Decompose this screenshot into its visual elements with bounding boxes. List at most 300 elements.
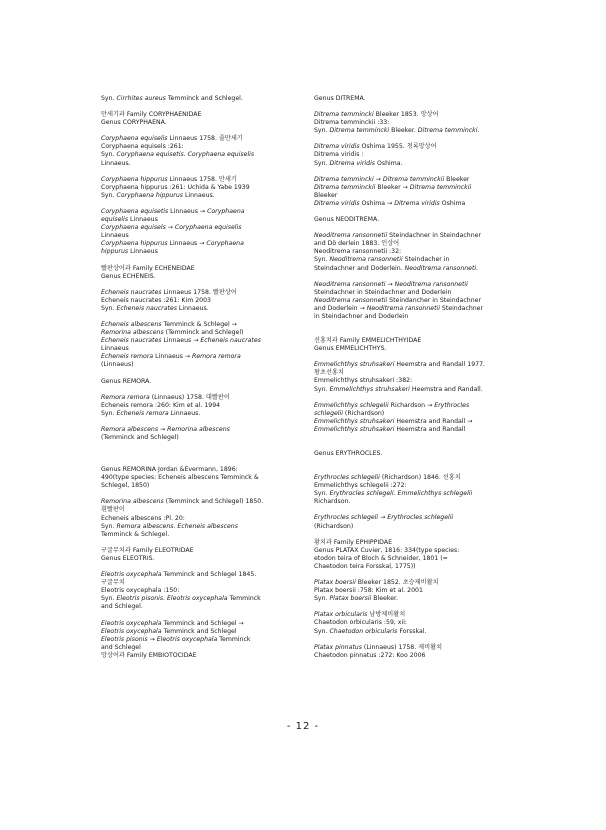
text-line xyxy=(314,184,514,192)
text-line xyxy=(101,595,291,603)
text-segment: Oshima. xyxy=(375,159,403,167)
species-name: Emmelichthys struhsakeri xyxy=(314,417,395,425)
species-name: Coryphaena xyxy=(207,207,245,215)
text-line xyxy=(101,111,291,119)
text-line xyxy=(314,281,514,289)
text-segment: → xyxy=(165,224,175,232)
entry-block xyxy=(314,95,514,103)
text-segment: Syn. xyxy=(101,522,117,530)
text-line xyxy=(314,289,514,297)
species-name: Ditrema viridis xyxy=(329,159,376,167)
text-line xyxy=(101,402,291,410)
species-name: Platax boersii xyxy=(329,595,372,603)
species-name: Ditrema temmincki xyxy=(314,175,374,183)
entry-block xyxy=(314,579,514,603)
text-line xyxy=(314,386,514,394)
text-line xyxy=(314,240,514,248)
text-line xyxy=(101,531,291,539)
text-segment: Genus PLATAX Cuvier, 1816: 334(type species: xyxy=(314,546,460,554)
text-line xyxy=(101,224,291,232)
text-line xyxy=(314,547,514,555)
text-segment: → xyxy=(373,175,383,183)
text-segment: Syn. xyxy=(314,490,330,498)
text-segment: Bleeker xyxy=(314,191,338,199)
text-line xyxy=(314,377,514,385)
entry-block xyxy=(314,281,514,321)
species-name: Platax pinnatus xyxy=(314,643,362,651)
text-line xyxy=(101,135,291,143)
text-line xyxy=(101,636,291,644)
text-line xyxy=(101,644,291,652)
species-name: Echeneis naucrates xyxy=(101,288,162,296)
text-segment: Bleeker 1853. 망상어 xyxy=(373,111,439,119)
text-segment: (Richardson) xyxy=(314,522,354,530)
text-line xyxy=(101,652,291,660)
species-name: Neoditrema ransonnetii xyxy=(329,256,403,264)
entry-block xyxy=(101,620,291,660)
text-segment: Syn. xyxy=(314,256,330,264)
species-name: Coryphaena hippurus xyxy=(101,175,168,183)
text-segment: Syn. xyxy=(101,95,117,102)
text-line xyxy=(314,514,514,522)
species-name: Emmelichthys struhsakeri xyxy=(329,385,410,393)
entry-block xyxy=(314,474,514,506)
text-line xyxy=(101,151,291,159)
entry-block xyxy=(314,111,514,135)
text-line xyxy=(101,353,291,361)
text-line xyxy=(314,369,514,377)
text-line xyxy=(314,345,514,353)
text-segment: 구굴무치과 Family ELEOTRIDAE xyxy=(101,546,194,554)
text-line xyxy=(314,595,514,603)
text-line xyxy=(101,289,291,297)
text-segment: Oshima 1955. 청록망상어 xyxy=(359,143,437,151)
species-name: Erythrocles xyxy=(434,401,470,409)
text-line xyxy=(314,305,514,313)
text-segment: Linnaeus → xyxy=(153,353,193,361)
entry-block xyxy=(101,289,291,313)
species-name: Chaetodon orbicularis xyxy=(329,627,398,635)
text-segment: and Dö derlein 1883. 인상어 xyxy=(314,240,400,248)
entry-block xyxy=(101,321,291,370)
species-name: Neoditrema ransonnetii xyxy=(394,280,468,288)
text-segment: → xyxy=(378,514,388,522)
text-segment: Genus ERYTHROCLES. xyxy=(314,450,383,457)
species-name: Remora albescens. Echeneis albescens xyxy=(116,522,238,530)
species-name: Erythrocles schlegeli xyxy=(314,514,379,522)
species-name: Coryphaena equiselis xyxy=(101,135,168,143)
text-line xyxy=(314,216,514,224)
text-segment: 흰빨판이 xyxy=(101,506,125,514)
entry-block xyxy=(314,644,514,660)
text-line xyxy=(314,644,514,652)
text-segment: Coryphaena hippurus :261: Uchida & Yabe 1939 xyxy=(101,183,250,191)
text-line xyxy=(101,119,291,127)
text-segment: Steindachner in Steindachner xyxy=(387,232,481,240)
species-name: Eleotris oxycephala xyxy=(156,635,218,643)
text-segment: in Steindachner and Doderlein xyxy=(314,312,409,320)
text-line xyxy=(101,466,291,474)
text-segment: Chaetodon teira Forsskal, 1775)) xyxy=(314,562,416,570)
species-name: Platax boersii xyxy=(314,579,356,587)
text-segment: (Linnaeus) xyxy=(101,361,134,369)
text-segment: etodon teira of Bloch & Schneider, 1801 (= xyxy=(314,554,448,562)
right-column xyxy=(314,95,514,660)
text-line xyxy=(101,345,291,353)
species-name: Emmelichthys struhsakeri xyxy=(314,425,395,433)
text-segment: Genus DITREMA. xyxy=(314,95,366,102)
text-line xyxy=(101,297,291,305)
entry-block xyxy=(101,208,291,257)
species-name: Platax orbicularis xyxy=(314,611,368,619)
text-segment: (Temminck and Schlegel) 1850. xyxy=(163,498,264,506)
species-name: Cirrhites aureus xyxy=(116,95,166,102)
text-segment: Neoditrema ransonnetii :32: xyxy=(314,248,402,256)
species-name: Ditrema temminckii xyxy=(382,175,445,183)
page-number: - 12 - xyxy=(286,721,320,732)
text-line xyxy=(101,547,291,555)
text-line xyxy=(101,248,291,256)
text-segment: Schlegel, 1850) xyxy=(101,482,150,490)
entry-block xyxy=(314,361,514,393)
text-segment: and Schlegel xyxy=(101,643,141,651)
text-line xyxy=(314,418,514,426)
species-name: Remorina albescens xyxy=(101,498,164,506)
text-segment: and Doderlein → xyxy=(314,304,367,312)
text-segment: Linnaeus 1758. 줄만새기 xyxy=(167,135,243,143)
text-segment: Echeneis remora :260: Kim et al. 1994 xyxy=(101,401,221,409)
entry-block xyxy=(101,176,291,200)
text-segment: 구굴무치 xyxy=(101,579,125,587)
entry-block xyxy=(314,176,514,208)
species-name: Eleotris oxycephala xyxy=(101,627,162,635)
text-line xyxy=(314,200,514,208)
text-segment: Bleeker → xyxy=(375,183,410,191)
text-line xyxy=(314,111,514,119)
species-name: Remora albescens xyxy=(101,425,159,433)
text-line xyxy=(314,498,514,506)
entry-block xyxy=(101,265,291,281)
text-segment: Temminck & Schlegel → xyxy=(161,320,237,328)
text-segment: Chaetodon pinnatus :272: Koo 2006 xyxy=(314,651,426,659)
text-segment: Bleeker. xyxy=(389,127,418,135)
text-segment: → xyxy=(158,425,168,433)
text-segment: Syn. xyxy=(314,595,330,603)
species-name: Eleotris pisonis xyxy=(101,635,148,643)
text-line xyxy=(314,652,514,660)
text-line xyxy=(101,498,291,506)
text-line xyxy=(101,506,291,514)
text-line xyxy=(314,297,514,305)
text-line xyxy=(314,539,514,547)
entry-block xyxy=(101,466,291,490)
text-segment: Oshima xyxy=(439,199,466,207)
text-segment: and Schlegel. xyxy=(101,603,143,611)
entry-block xyxy=(101,135,291,167)
text-segment: Linnaeus xyxy=(128,216,158,224)
text-segment: Temminck xyxy=(217,635,251,643)
species-name: Ditrema temmincki. xyxy=(417,127,480,135)
text-segment: Steindacher in xyxy=(402,256,450,264)
text-line xyxy=(101,434,291,442)
species-name: Ditrema temminckii xyxy=(409,183,472,191)
species-name: Echeneis naucrates xyxy=(200,337,261,345)
text-segment: Heemstra and Randall → xyxy=(394,417,473,425)
entry-block xyxy=(101,426,291,442)
species-name: Ditrema viridis xyxy=(314,199,360,207)
entry-block xyxy=(101,498,291,538)
species-name: Coryphaena equisetis xyxy=(101,207,169,215)
text-line xyxy=(101,184,291,192)
text-line xyxy=(314,160,514,168)
text-segment: Syn. xyxy=(314,627,330,635)
species-name: Erythrocles schlegelii xyxy=(387,514,454,522)
text-segment: Emmelichthys schlegelii :272: xyxy=(314,482,407,490)
text-line xyxy=(314,232,514,240)
species-name: Eleotris oxycephala xyxy=(101,571,162,579)
entry-block xyxy=(314,450,514,458)
text-segment: 만새기과 Family CORYPHAENIDAE xyxy=(101,111,202,119)
text-line xyxy=(314,628,514,636)
text-segment: Echeneis albescens :Pl. 20: xyxy=(101,514,185,522)
text-segment: Genus CORYPHAENA. xyxy=(101,119,167,127)
text-segment: Syn. xyxy=(101,304,117,312)
entry-block xyxy=(314,337,514,353)
species-name: Remora remora xyxy=(101,393,150,401)
entry-block xyxy=(101,378,291,386)
text-line xyxy=(101,571,291,579)
entry-block xyxy=(314,402,514,434)
text-line xyxy=(101,410,291,418)
species-name: Ditrema temminckii xyxy=(314,183,376,191)
text-line xyxy=(101,474,291,482)
text-segment: Linnaeus. xyxy=(168,409,201,417)
species-name: Erythrocles schlegelii xyxy=(314,474,380,482)
species-name: Eleotris pisonis. Eleotris oxycephala xyxy=(116,595,228,603)
text-line xyxy=(101,361,291,369)
species-name: Emmelichthys schlegelii xyxy=(314,401,389,409)
text-segment: 남방제비활치 xyxy=(367,611,406,619)
species-name: Echeneis naucrates xyxy=(116,304,177,312)
text-segment: (Temminck and Schlegel) xyxy=(163,329,244,337)
text-segment: Heemstra and Randall. xyxy=(409,385,483,393)
entry-block xyxy=(314,539,514,571)
text-line xyxy=(101,176,291,184)
text-segment: Genus REMORINA Jordan &Evermann, 1896: xyxy=(101,466,238,474)
text-line xyxy=(101,515,291,523)
text-segment: Linnaeus xyxy=(101,232,129,240)
text-line xyxy=(314,176,514,184)
text-segment: 490(type species: Echeneis albescens Temminck & xyxy=(101,474,259,482)
species-name: Eleotris oxycephala xyxy=(101,619,162,627)
text-segment: Syn. xyxy=(314,159,330,167)
text-segment: (Linnaeus) 1758. 대빨판이 xyxy=(149,393,230,401)
text-segment: Linnaeus → xyxy=(161,337,201,345)
species-name: Echeneis naucrates xyxy=(101,337,162,345)
text-segment: Emmelichthys struhsakeri :382: xyxy=(314,377,413,385)
text-segment: Bleeker 1852. 초승제비활치 xyxy=(355,579,439,587)
text-segment: Steindachner and Doderlein. xyxy=(314,264,405,272)
species-name: hippurus xyxy=(101,248,129,256)
text-segment: Genus REMORA. xyxy=(101,377,152,385)
text-segment: Syn. xyxy=(101,409,117,417)
species-name: Neoditrema ransonnetii xyxy=(314,296,388,304)
species-name: Coryphaena hippurus xyxy=(101,240,168,248)
species-name: Coryphaena hippurus xyxy=(116,191,183,199)
text-line xyxy=(101,273,291,281)
text-line xyxy=(314,151,514,159)
text-line xyxy=(101,523,291,531)
text-segment: Syn. xyxy=(314,385,330,393)
text-segment: Temminck and Schlegel 1845. xyxy=(161,571,257,579)
text-segment: Bleeker. xyxy=(371,595,398,603)
text-line xyxy=(101,208,291,216)
text-line xyxy=(101,95,291,103)
text-segment: 빨판상어과 Family ECHENEIDAE xyxy=(101,264,195,272)
text-segment: Linnaeus. xyxy=(101,159,131,167)
species-name: Emmelichthys struhsakeri xyxy=(314,361,395,369)
species-name: Ditrema temmincki xyxy=(329,127,390,135)
text-line xyxy=(314,579,514,587)
species-name: Coryphaena equiselis xyxy=(174,224,242,232)
text-segment: Heemstra and Randall 1977. xyxy=(394,361,485,369)
text-segment: → xyxy=(385,280,395,288)
text-segment: Genus NEODITREMA. xyxy=(314,216,380,224)
text-line xyxy=(314,563,514,571)
text-segment: (Richardson) xyxy=(342,409,385,417)
text-segment: 황치과 Family EPHIPPIDAE xyxy=(314,538,392,546)
text-segment: Temminck and Schlegel xyxy=(161,627,237,635)
entry-block xyxy=(101,95,291,103)
text-segment: Steindancher in Steindachner xyxy=(387,296,481,304)
text-segment: Richardson → xyxy=(388,401,435,409)
text-line xyxy=(101,305,291,313)
text-line xyxy=(314,587,514,595)
text-segment: Linnaeus 1758. 만새기 xyxy=(167,175,237,183)
text-segment: Temminck and Schlegel. xyxy=(165,95,243,102)
text-line xyxy=(314,337,514,345)
text-line xyxy=(314,450,514,458)
text-segment: 선홍치과 Family EMMELICHTHYIDAE xyxy=(314,337,422,345)
species-name: Remora remora xyxy=(192,353,241,361)
entry-block xyxy=(101,547,291,563)
entry-block xyxy=(101,394,291,418)
text-line xyxy=(101,240,291,248)
text-line xyxy=(101,160,291,168)
text-segment: Genus ECHENEIS. xyxy=(101,272,156,280)
text-segment: Heemstra and Randall xyxy=(394,425,466,433)
text-segment: Richardson. xyxy=(314,498,351,506)
text-segment: Platax boersii :758: Kim et al. 2001 xyxy=(314,587,423,595)
text-segment: (Linnaeus) 1758. 제비활치 xyxy=(361,643,443,651)
text-line xyxy=(314,265,514,273)
text-segment: Temminck xyxy=(227,595,261,603)
entry-block xyxy=(314,232,514,272)
text-line xyxy=(314,474,514,482)
text-segment: Chaetodon orbicularis :59, xii: xyxy=(314,619,407,627)
text-segment: Syn. xyxy=(101,595,117,603)
text-line xyxy=(101,232,291,240)
text-line xyxy=(314,95,514,103)
text-segment: Linnaeus xyxy=(128,248,158,256)
text-segment: Forsskal. xyxy=(397,627,427,635)
species-name: Echeneis remora xyxy=(101,353,154,361)
text-segment: Temminck & Schlegel. xyxy=(101,530,170,538)
text-segment: Syn. xyxy=(101,191,117,199)
text-line xyxy=(101,482,291,490)
text-line xyxy=(314,127,514,135)
species-name: Ditrema temmincki xyxy=(314,111,374,119)
text-line xyxy=(101,378,291,386)
text-segment: Bleeker xyxy=(444,175,470,183)
text-line xyxy=(101,337,291,345)
text-line xyxy=(314,490,514,498)
species-name: Ditrema viridis xyxy=(394,199,440,207)
text-line xyxy=(314,402,514,410)
text-line xyxy=(101,579,291,587)
text-line xyxy=(101,265,291,273)
text-segment: 망상어과 Family EMBIOTOCIDAE xyxy=(101,651,197,659)
text-line xyxy=(314,143,514,151)
entry-block xyxy=(314,216,514,224)
text-segment: Syn. xyxy=(101,151,117,159)
species-name: Neoditrema ransonnetii xyxy=(314,232,388,240)
text-line xyxy=(314,313,514,321)
text-line xyxy=(314,619,514,627)
species-name: Remorina albescens xyxy=(167,425,230,433)
text-segment: → xyxy=(147,635,157,643)
text-segment: Eleotris oxycephala :150: xyxy=(101,587,180,595)
text-line xyxy=(101,192,291,200)
text-segment: Linnaeus xyxy=(101,345,129,353)
text-line xyxy=(101,426,291,434)
text-segment: Echeneis naucrates :261: Kim 2003 xyxy=(101,296,211,304)
entry-block xyxy=(314,514,514,530)
left-column xyxy=(101,95,291,660)
text-line xyxy=(101,394,291,402)
text-line xyxy=(101,603,291,611)
text-line xyxy=(101,329,291,337)
text-line xyxy=(101,628,291,636)
species-name: Neoditrema ransonneti. xyxy=(404,264,479,272)
text-line xyxy=(314,426,514,434)
text-segment: (Temminck and Schlegel) xyxy=(101,434,179,441)
species-name: Coryphaena xyxy=(206,240,244,248)
text-line xyxy=(101,321,291,329)
text-segment: Linnaeus → xyxy=(168,207,208,215)
text-line xyxy=(314,410,514,418)
text-line xyxy=(314,555,514,563)
species-name: Neoditrema ransonnetii xyxy=(366,304,440,312)
species-name: Remorina albescens xyxy=(101,329,164,337)
text-segment: Ditrema viridis : xyxy=(314,151,364,159)
text-line xyxy=(314,256,514,264)
species-name: Coryphaena equisetis. Coryphaena equiselis xyxy=(116,151,255,159)
text-segment: Linnaeus 1758. 빨판상어 xyxy=(161,288,237,296)
species-name: Neoditrema ransonneti xyxy=(314,280,386,288)
species-name: Echeneis remora xyxy=(116,409,169,417)
species-name: equiselis xyxy=(101,216,129,224)
text-segment: 왕초선홍치 xyxy=(314,369,344,377)
text-segment: Steindachner in Steindachner and Doderlein xyxy=(314,288,452,296)
text-segment: Temminck and Schlegel → xyxy=(161,619,244,627)
text-segment: (Richardson) 1846. 선홍치 xyxy=(379,474,461,482)
text-segment: Genus ELEOTRIS. xyxy=(101,554,155,562)
text-segment: Linnaeus → xyxy=(167,240,207,248)
text-line xyxy=(314,523,514,531)
text-segment: Genus EMMELICHTHYS. xyxy=(314,345,387,353)
text-segment: Coryphaena equisels :261: xyxy=(101,143,184,151)
